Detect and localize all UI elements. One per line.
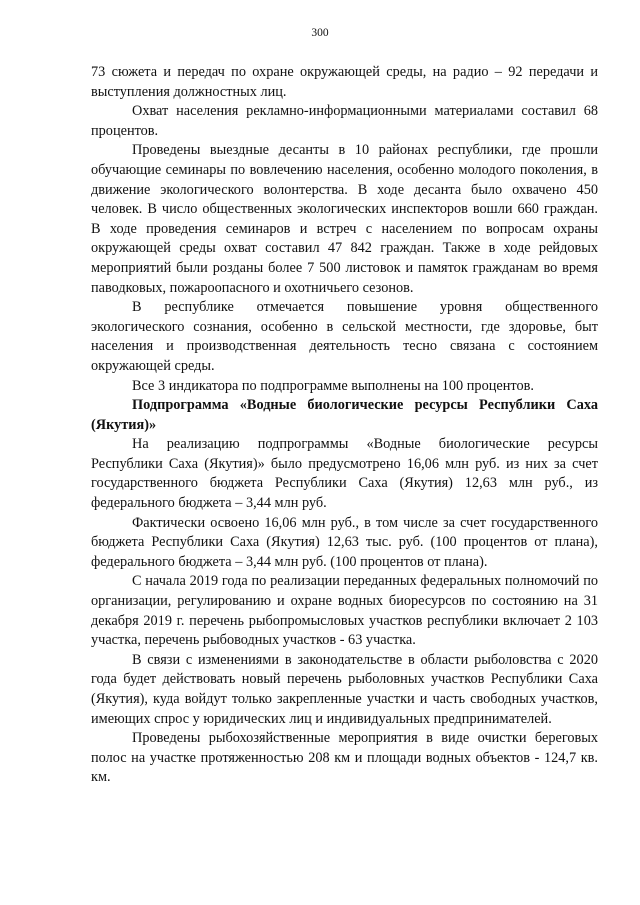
- paragraph-continuation: 73 сюжета и передач по охране окружающей среды, на радио – 92 передачи и выступления должностных лиц.: [91, 64, 598, 100]
- paragraph-shore-cleaning: Проведены рыбохозяйственные мероприятия в виде очистки береговых полос на участке протяженностью 208 км и площади водных объектов - 124,7 кв. км.: [91, 730, 598, 786]
- paragraph-ecological-awareness: В республике отмечается повышение уровня общественного экологического сознания, особенно в сельской местности, где здоровье, быт населения и производственная деятельность тесно связана с состоянием окружающей среды.: [91, 299, 598, 374]
- subprogram-heading: Подпрограмма «Водные биологические ресурсы Республики Саха (Якутия)»: [91, 397, 598, 433]
- paragraph-indicators: Все 3 индикатора по подпрограмме выполнены на 100 процентов.: [132, 377, 534, 394]
- paragraph-media-coverage: Охват населения рекламно-информационными материалами составил 68 процентов.: [91, 103, 598, 139]
- paragraph-funding-actual: Фактически освоено 16,06 млн руб., в том числе за счет государственного бюджета Республики Саха (Якутия) 12,63 тыс. руб. (100 процентов от плана), федерального бюджета – 3,44 млн руб. (100 процентов от плана).: [91, 514, 598, 570]
- paragraph-fishing-sites: С начала 2019 года по реализации переданных федеральных полномочий по организации, регулированию и охране водных биоресурсов по состоянию на 31 декабря 2019 г. перечень рыбопромысловых участков республики включает 2 103 участка, перечень рыбоводных участков - 63 участка.: [91, 573, 598, 649]
- paragraph-field-landings: Проведены выездные десанты в 10 районах республики, где прошли обучающие семинары по вовлечению населения, особенно молодого поколения, в движение экологического волонтерства. В ходе десанта было охвачено 450 человек. В число общественных экологических инспекторов вошли 660 граждан. В ходе проведения семинаров и встреч с населением по вопросам охраны окружающей среды охват составил 47 842 граждан. Также в ходе рейдовых мероприятий были розданы более 7 500 листовок и памяток гражданам во время паводковых, пожароопасного и охотничьего сезонов.: [91, 142, 598, 296]
- page-body: [91, 63, 598, 788]
- page-number: 300: [311, 27, 329, 39]
- paragraph-legislation-changes: В связи с изменениями в законодательстве в области рыболовства с 2020 года будет действовать новый перечень рыболовных участков Республики Саха (Якутия), куда войдут только закрепленные участки и часть свободных участков, имеющих спрос у юридических лиц и индивидуальных предпринимателей.: [91, 651, 598, 727]
- paragraph-funding-planned: На реализацию подпрограммы «Водные биологические ресурсы Республики Саха (Якутия)» было предусмотрено 16,06 млн руб. из них за счет государственного бюджета Республики Саха (Якутия) 12,63 млн руб., из федерального бюджета – 3,44 млн руб.: [91, 436, 598, 512]
